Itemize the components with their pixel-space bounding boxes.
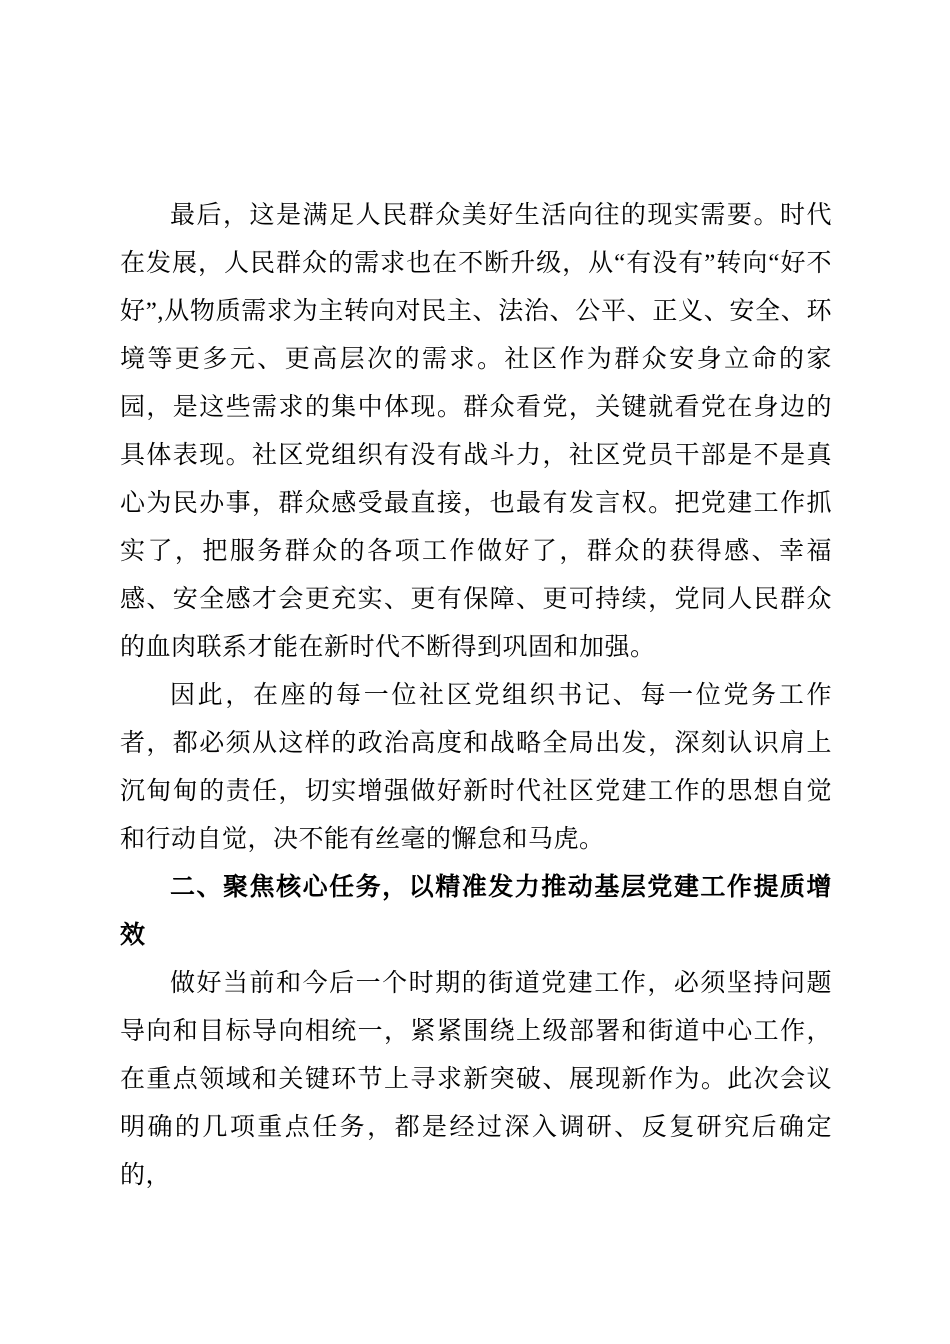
paragraph: 最后，这是满足人民群众美好生活向往的现实需要。时代在发展，人民群众的需求也在不断升级，从“有没有”转向“好不好”,从物质需求为主转向对民主、法治、公平、正义、安全、环境等更多元、更高层次的需求。社区作为群众安身立命的家园，是这些需求的集中体现。群众看党，关键就看党在身边的具体表现。社区党组织有没有战斗力，社区党员干部是不是真心为民办事，群众感受最直接，也最有发言权。把党建工作抓实了，把服务群众的各项工作做好了，群众的获得感、幸福感、安全感才会更充实、更有保障、更可持续，党同人民群众的血肉联系才能在新时代不断得到巩固和加强。	[120, 202, 832, 661]
section-heading: 二、聚焦核心任务，以精准发力推动基层党建工作提质增效	[120, 874, 832, 949]
paragraph: 做好当前和今后一个时期的街道党建工作，必须坚持问题导向和目标导向相统一，紧紧围绕上级部署和街道中心工作，在重点领域和关键环节上寻求新突破、展现新作为。此次会议明确的几项重点任务，都是经过深入调研、反复研究后确定的，	[120, 970, 832, 1189]
paragraph: 因此，在座的每一位社区党组织书记、每一位党务工作者，都必须从这样的政治高度和战略全局出发，深刻认识肩上沉甸甸的责任，切实增强做好新时代社区党建工作的思想自觉和行动自觉，决不能有丝毫的懈怠和马虎。	[120, 682, 832, 853]
